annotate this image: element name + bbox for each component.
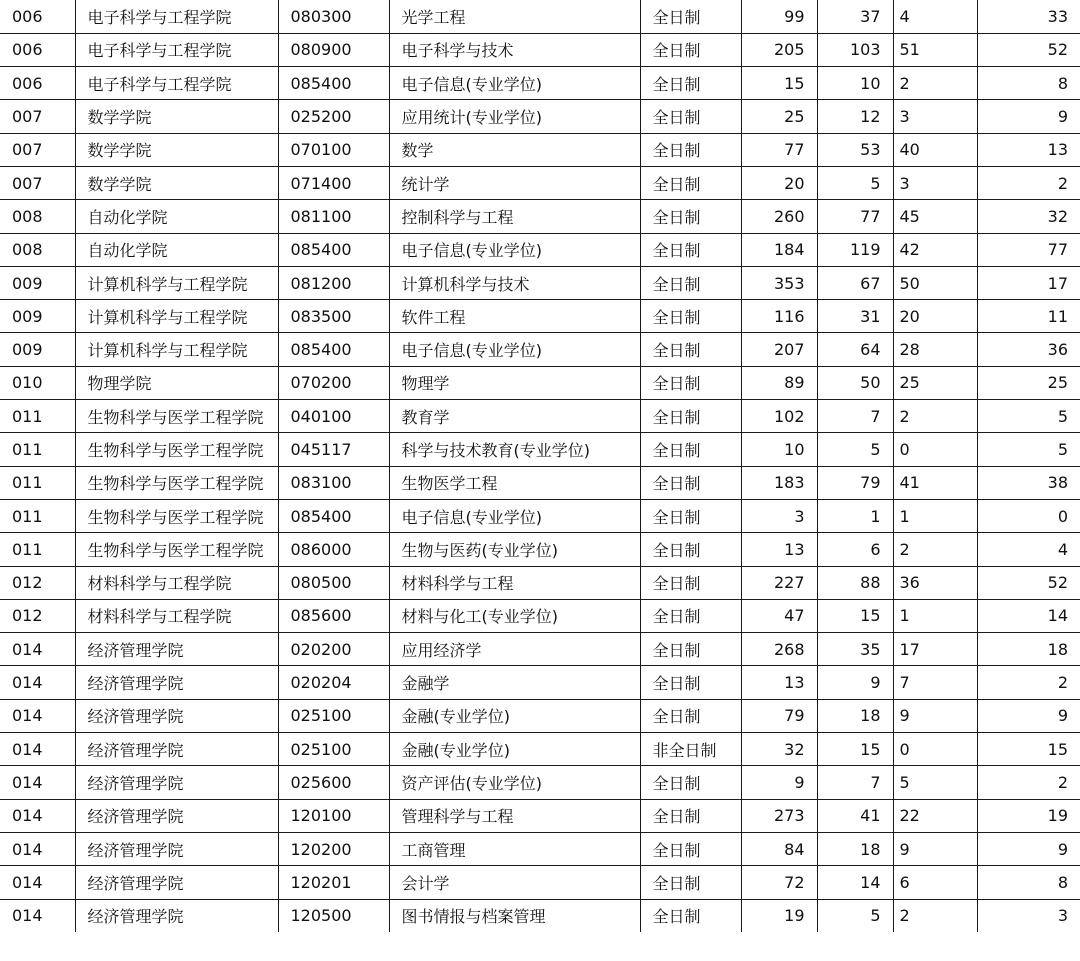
count-a-cell: 84 xyxy=(741,832,817,865)
count-b-cell: 67 xyxy=(817,266,893,299)
table-row xyxy=(0,433,1080,466)
count-b-cell: 53 xyxy=(817,133,893,166)
table-row xyxy=(0,166,1080,199)
dept-code-cell: 009 xyxy=(0,300,75,333)
count-d-cell: 33 xyxy=(977,0,1080,33)
count-c-cell: 6 xyxy=(893,866,977,899)
count-c-cell: 9 xyxy=(893,832,977,865)
count-c-cell: 45 xyxy=(893,200,977,233)
count-c-cell: 36 xyxy=(893,566,977,599)
count-a-cell: 205 xyxy=(741,33,817,66)
table-row xyxy=(0,133,1080,166)
count-a-cell: 184 xyxy=(741,233,817,266)
count-b-cell: 5 xyxy=(817,166,893,199)
count-a-cell: 89 xyxy=(741,366,817,399)
major-name-cell: 材料与化工(专业学位) xyxy=(389,599,640,632)
count-b-cell: 119 xyxy=(817,233,893,266)
major-code-cell: 045117 xyxy=(278,433,389,466)
count-b-cell: 1 xyxy=(817,499,893,532)
count-b-cell: 14 xyxy=(817,866,893,899)
dept-name-cell: 材料科学与工程学院 xyxy=(75,599,278,632)
dept-code-cell: 009 xyxy=(0,333,75,366)
count-c-cell: 51 xyxy=(893,33,977,66)
count-d-cell: 2 xyxy=(977,766,1080,799)
count-d-cell: 0 xyxy=(977,499,1080,532)
major-name-cell: 软件工程 xyxy=(389,300,640,333)
major-code-cell: 020200 xyxy=(278,633,389,666)
table-row xyxy=(0,633,1080,666)
count-c-cell: 41 xyxy=(893,466,977,499)
dept-name-cell: 经济管理学院 xyxy=(75,832,278,865)
count-b-cell: 41 xyxy=(817,799,893,832)
table-row xyxy=(0,599,1080,632)
major-code-cell: 025100 xyxy=(278,699,389,732)
count-a-cell: 183 xyxy=(741,466,817,499)
dept-name-cell: 材料科学与工程学院 xyxy=(75,566,278,599)
count-c-cell: 5 xyxy=(893,766,977,799)
major-name-cell: 金融(专业学位) xyxy=(389,699,640,732)
count-d-cell: 52 xyxy=(977,33,1080,66)
dept-code-cell: 014 xyxy=(0,633,75,666)
count-b-cell: 15 xyxy=(817,599,893,632)
major-code-cell: 086000 xyxy=(278,533,389,566)
major-name-cell: 计算机科学与技术 xyxy=(389,266,640,299)
major-code-cell: 071400 xyxy=(278,166,389,199)
major-name-cell: 资产评估(专业学位) xyxy=(389,766,640,799)
major-code-cell: 085400 xyxy=(278,67,389,100)
count-b-cell: 50 xyxy=(817,366,893,399)
major-code-cell: 120201 xyxy=(278,866,389,899)
count-a-cell: 10 xyxy=(741,433,817,466)
count-c-cell: 2 xyxy=(893,400,977,433)
count-d-cell: 2 xyxy=(977,166,1080,199)
count-a-cell: 207 xyxy=(741,333,817,366)
count-d-cell: 32 xyxy=(977,200,1080,233)
major-name-cell: 教育学 xyxy=(389,400,640,433)
table-row xyxy=(0,233,1080,266)
dept-name-cell: 生物科学与医学工程学院 xyxy=(75,533,278,566)
major-code-cell: 025200 xyxy=(278,100,389,133)
count-d-cell: 13 xyxy=(977,133,1080,166)
count-a-cell: 102 xyxy=(741,400,817,433)
count-d-cell: 52 xyxy=(977,566,1080,599)
count-a-cell: 32 xyxy=(741,733,817,766)
count-c-cell: 42 xyxy=(893,233,977,266)
major-code-cell: 083100 xyxy=(278,466,389,499)
major-name-cell: 物理学 xyxy=(389,366,640,399)
dept-name-cell: 经济管理学院 xyxy=(75,733,278,766)
dept-name-cell: 经济管理学院 xyxy=(75,633,278,666)
count-d-cell: 3 xyxy=(977,899,1080,932)
table-row xyxy=(0,499,1080,532)
major-code-cell: 081100 xyxy=(278,200,389,233)
count-d-cell: 8 xyxy=(977,67,1080,100)
major-name-cell: 光学工程 xyxy=(389,0,640,33)
count-a-cell: 77 xyxy=(741,133,817,166)
study-mode-cell: 全日制 xyxy=(640,0,741,33)
dept-code-cell: 014 xyxy=(0,766,75,799)
major-name-cell: 统计学 xyxy=(389,166,640,199)
table-row xyxy=(0,400,1080,433)
count-b-cell: 15 xyxy=(817,733,893,766)
count-d-cell: 9 xyxy=(977,699,1080,732)
major-name-cell: 电子信息(专业学位) xyxy=(389,233,640,266)
study-mode-cell: 全日制 xyxy=(640,233,741,266)
count-c-cell: 3 xyxy=(893,166,977,199)
major-name-cell: 金融(专业学位) xyxy=(389,733,640,766)
table-row xyxy=(0,733,1080,766)
count-b-cell: 6 xyxy=(817,533,893,566)
count-d-cell: 17 xyxy=(977,266,1080,299)
major-code-cell: 081200 xyxy=(278,266,389,299)
count-d-cell: 4 xyxy=(977,533,1080,566)
study-mode-cell: 全日制 xyxy=(640,633,741,666)
table-row xyxy=(0,100,1080,133)
table-row xyxy=(0,799,1080,832)
count-c-cell: 17 xyxy=(893,633,977,666)
count-d-cell: 25 xyxy=(977,366,1080,399)
study-mode-cell: 全日制 xyxy=(640,832,741,865)
count-c-cell: 50 xyxy=(893,266,977,299)
major-code-cell: 083500 xyxy=(278,300,389,333)
dept-name-cell: 经济管理学院 xyxy=(75,899,278,932)
dept-code-cell: 014 xyxy=(0,666,75,699)
study-mode-cell: 全日制 xyxy=(640,466,741,499)
count-d-cell: 9 xyxy=(977,832,1080,865)
dept-code-cell: 011 xyxy=(0,499,75,532)
study-mode-cell: 全日制 xyxy=(640,666,741,699)
study-mode-cell: 全日制 xyxy=(640,33,741,66)
dept-name-cell: 电子科学与工程学院 xyxy=(75,0,278,33)
count-a-cell: 19 xyxy=(741,899,817,932)
count-b-cell: 10 xyxy=(817,67,893,100)
table-row xyxy=(0,533,1080,566)
table-row xyxy=(0,566,1080,599)
dept-code-cell: 011 xyxy=(0,466,75,499)
study-mode-cell: 全日制 xyxy=(640,499,741,532)
count-d-cell: 14 xyxy=(977,599,1080,632)
dept-code-cell: 006 xyxy=(0,33,75,66)
dept-code-cell: 006 xyxy=(0,0,75,33)
dept-name-cell: 计算机科学与工程学院 xyxy=(75,266,278,299)
study-mode-cell: 全日制 xyxy=(640,133,741,166)
dept-name-cell: 生物科学与医学工程学院 xyxy=(75,466,278,499)
count-d-cell: 5 xyxy=(977,400,1080,433)
dept-name-cell: 自动化学院 xyxy=(75,200,278,233)
dept-code-cell: 011 xyxy=(0,533,75,566)
dept-code-cell: 014 xyxy=(0,733,75,766)
count-a-cell: 79 xyxy=(741,699,817,732)
study-mode-cell: 全日制 xyxy=(640,300,741,333)
count-d-cell: 8 xyxy=(977,866,1080,899)
major-name-cell: 生物医学工程 xyxy=(389,466,640,499)
major-code-cell: 025600 xyxy=(278,766,389,799)
count-b-cell: 103 xyxy=(817,33,893,66)
count-c-cell: 20 xyxy=(893,300,977,333)
count-c-cell: 1 xyxy=(893,599,977,632)
dept-name-cell: 经济管理学院 xyxy=(75,666,278,699)
dept-code-cell: 014 xyxy=(0,699,75,732)
count-a-cell: 20 xyxy=(741,166,817,199)
dept-code-cell: 011 xyxy=(0,433,75,466)
count-b-cell: 18 xyxy=(817,832,893,865)
dept-code-cell: 008 xyxy=(0,200,75,233)
dept-code-cell: 014 xyxy=(0,899,75,932)
study-mode-cell: 全日制 xyxy=(640,400,741,433)
study-mode-cell: 全日制 xyxy=(640,599,741,632)
study-mode-cell: 全日制 xyxy=(640,866,741,899)
dept-code-cell: 010 xyxy=(0,366,75,399)
count-b-cell: 31 xyxy=(817,300,893,333)
count-a-cell: 268 xyxy=(741,633,817,666)
dept-code-cell: 012 xyxy=(0,599,75,632)
count-a-cell: 9 xyxy=(741,766,817,799)
major-name-cell: 生物与医药(专业学位) xyxy=(389,533,640,566)
dept-name-cell: 计算机科学与工程学院 xyxy=(75,333,278,366)
major-code-cell: 120100 xyxy=(278,799,389,832)
major-name-cell: 电子信息(专业学位) xyxy=(389,67,640,100)
count-a-cell: 15 xyxy=(741,67,817,100)
table-row xyxy=(0,699,1080,732)
dept-name-cell: 自动化学院 xyxy=(75,233,278,266)
count-b-cell: 7 xyxy=(817,766,893,799)
count-d-cell: 15 xyxy=(977,733,1080,766)
count-c-cell: 25 xyxy=(893,366,977,399)
dept-code-cell: 007 xyxy=(0,133,75,166)
study-mode-cell: 全日制 xyxy=(640,799,741,832)
count-b-cell: 9 xyxy=(817,666,893,699)
study-mode-cell: 全日制 xyxy=(640,699,741,732)
count-c-cell: 7 xyxy=(893,666,977,699)
major-name-cell: 电子信息(专业学位) xyxy=(389,499,640,532)
study-mode-cell: 全日制 xyxy=(640,200,741,233)
dept-name-cell: 数学学院 xyxy=(75,166,278,199)
dept-code-cell: 012 xyxy=(0,566,75,599)
count-c-cell: 9 xyxy=(893,699,977,732)
table-row xyxy=(0,866,1080,899)
dept-code-cell: 008 xyxy=(0,233,75,266)
count-c-cell: 22 xyxy=(893,799,977,832)
table-row xyxy=(0,666,1080,699)
major-name-cell: 应用经济学 xyxy=(389,633,640,666)
count-d-cell: 2 xyxy=(977,666,1080,699)
dept-code-cell: 014 xyxy=(0,866,75,899)
count-b-cell: 5 xyxy=(817,899,893,932)
count-d-cell: 38 xyxy=(977,466,1080,499)
count-a-cell: 47 xyxy=(741,599,817,632)
table-row xyxy=(0,366,1080,399)
count-c-cell: 2 xyxy=(893,533,977,566)
count-b-cell: 35 xyxy=(817,633,893,666)
dept-name-cell: 生物科学与医学工程学院 xyxy=(75,433,278,466)
table-row xyxy=(0,0,1080,33)
count-a-cell: 353 xyxy=(741,266,817,299)
major-code-cell: 120500 xyxy=(278,899,389,932)
major-code-cell: 080500 xyxy=(278,566,389,599)
major-code-cell: 080900 xyxy=(278,33,389,66)
dept-name-cell: 经济管理学院 xyxy=(75,699,278,732)
count-c-cell: 4 xyxy=(893,0,977,33)
count-d-cell: 18 xyxy=(977,633,1080,666)
count-d-cell: 19 xyxy=(977,799,1080,832)
count-a-cell: 99 xyxy=(741,0,817,33)
dept-name-cell: 计算机科学与工程学院 xyxy=(75,300,278,333)
dept-name-cell: 生物科学与医学工程学院 xyxy=(75,400,278,433)
major-code-cell: 085400 xyxy=(278,333,389,366)
study-mode-cell: 全日制 xyxy=(640,899,741,932)
major-name-cell: 应用统计(专业学位) xyxy=(389,100,640,133)
count-b-cell: 64 xyxy=(817,333,893,366)
major-code-cell: 085600 xyxy=(278,599,389,632)
major-code-cell: 070100 xyxy=(278,133,389,166)
count-c-cell: 2 xyxy=(893,67,977,100)
major-code-cell: 080300 xyxy=(278,0,389,33)
dept-name-cell: 电子科学与工程学院 xyxy=(75,67,278,100)
count-b-cell: 12 xyxy=(817,100,893,133)
major-name-cell: 数学 xyxy=(389,133,640,166)
count-c-cell: 0 xyxy=(893,433,977,466)
study-mode-cell: 全日制 xyxy=(640,366,741,399)
count-a-cell: 13 xyxy=(741,666,817,699)
table-row xyxy=(0,300,1080,333)
count-b-cell: 37 xyxy=(817,0,893,33)
table-row xyxy=(0,333,1080,366)
major-name-cell: 材料科学与工程 xyxy=(389,566,640,599)
major-code-cell: 085400 xyxy=(278,233,389,266)
study-mode-cell: 全日制 xyxy=(640,433,741,466)
count-c-cell: 2 xyxy=(893,899,977,932)
count-a-cell: 13 xyxy=(741,533,817,566)
dept-name-cell: 生物科学与医学工程学院 xyxy=(75,499,278,532)
major-name-cell: 工商管理 xyxy=(389,832,640,865)
count-a-cell: 3 xyxy=(741,499,817,532)
major-name-cell: 科学与技术教育(专业学位) xyxy=(389,433,640,466)
study-mode-cell: 全日制 xyxy=(640,566,741,599)
table-row xyxy=(0,200,1080,233)
count-b-cell: 18 xyxy=(817,699,893,732)
count-a-cell: 72 xyxy=(741,866,817,899)
count-a-cell: 260 xyxy=(741,200,817,233)
count-a-cell: 227 xyxy=(741,566,817,599)
major-name-cell: 金融学 xyxy=(389,666,640,699)
dept-name-cell: 电子科学与工程学院 xyxy=(75,33,278,66)
count-a-cell: 25 xyxy=(741,100,817,133)
count-c-cell: 3 xyxy=(893,100,977,133)
dept-code-cell: 007 xyxy=(0,166,75,199)
count-c-cell: 40 xyxy=(893,133,977,166)
table-row xyxy=(0,33,1080,66)
count-b-cell: 7 xyxy=(817,400,893,433)
table-row xyxy=(0,466,1080,499)
count-c-cell: 1 xyxy=(893,499,977,532)
study-mode-cell: 全日制 xyxy=(640,100,741,133)
dept-name-cell: 数学学院 xyxy=(75,133,278,166)
major-code-cell: 070200 xyxy=(278,366,389,399)
count-c-cell: 0 xyxy=(893,733,977,766)
dept-code-cell: 007 xyxy=(0,100,75,133)
major-name-cell: 电子科学与技术 xyxy=(389,33,640,66)
study-mode-cell: 非全日制 xyxy=(640,733,741,766)
count-d-cell: 5 xyxy=(977,433,1080,466)
count-b-cell: 77 xyxy=(817,200,893,233)
major-name-cell: 电子信息(专业学位) xyxy=(389,333,640,366)
count-d-cell: 11 xyxy=(977,300,1080,333)
major-name-cell: 会计学 xyxy=(389,866,640,899)
dept-code-cell: 011 xyxy=(0,400,75,433)
study-mode-cell: 全日制 xyxy=(640,766,741,799)
study-mode-cell: 全日制 xyxy=(640,333,741,366)
dept-code-cell: 006 xyxy=(0,67,75,100)
major-code-cell: 025100 xyxy=(278,733,389,766)
major-code-cell: 040100 xyxy=(278,400,389,433)
count-d-cell: 36 xyxy=(977,333,1080,366)
count-b-cell: 5 xyxy=(817,433,893,466)
study-mode-cell: 全日制 xyxy=(640,67,741,100)
table-row xyxy=(0,266,1080,299)
dept-name-cell: 经济管理学院 xyxy=(75,799,278,832)
count-d-cell: 77 xyxy=(977,233,1080,266)
count-c-cell: 28 xyxy=(893,333,977,366)
count-d-cell: 9 xyxy=(977,100,1080,133)
dept-code-cell: 014 xyxy=(0,799,75,832)
dept-name-cell: 数学学院 xyxy=(75,100,278,133)
dept-name-cell: 物理学院 xyxy=(75,366,278,399)
dept-code-cell: 014 xyxy=(0,832,75,865)
dept-name-cell: 经济管理学院 xyxy=(75,766,278,799)
table-row xyxy=(0,832,1080,865)
study-mode-cell: 全日制 xyxy=(640,266,741,299)
major-name-cell: 图书情报与档案管理 xyxy=(389,899,640,932)
major-code-cell: 085400 xyxy=(278,499,389,532)
count-b-cell: 79 xyxy=(817,466,893,499)
study-mode-cell: 全日制 xyxy=(640,166,741,199)
major-name-cell: 控制科学与工程 xyxy=(389,200,640,233)
table-row xyxy=(0,766,1080,799)
table-row xyxy=(0,899,1080,932)
dept-code-cell: 009 xyxy=(0,266,75,299)
table-row xyxy=(0,67,1080,100)
study-mode-cell: 全日制 xyxy=(640,533,741,566)
count-a-cell: 273 xyxy=(741,799,817,832)
count-b-cell: 88 xyxy=(817,566,893,599)
dept-name-cell: 经济管理学院 xyxy=(75,866,278,899)
major-code-cell: 020204 xyxy=(278,666,389,699)
major-name-cell: 管理科学与工程 xyxy=(389,799,640,832)
count-a-cell: 116 xyxy=(741,300,817,333)
major-code-cell: 120200 xyxy=(278,832,389,865)
